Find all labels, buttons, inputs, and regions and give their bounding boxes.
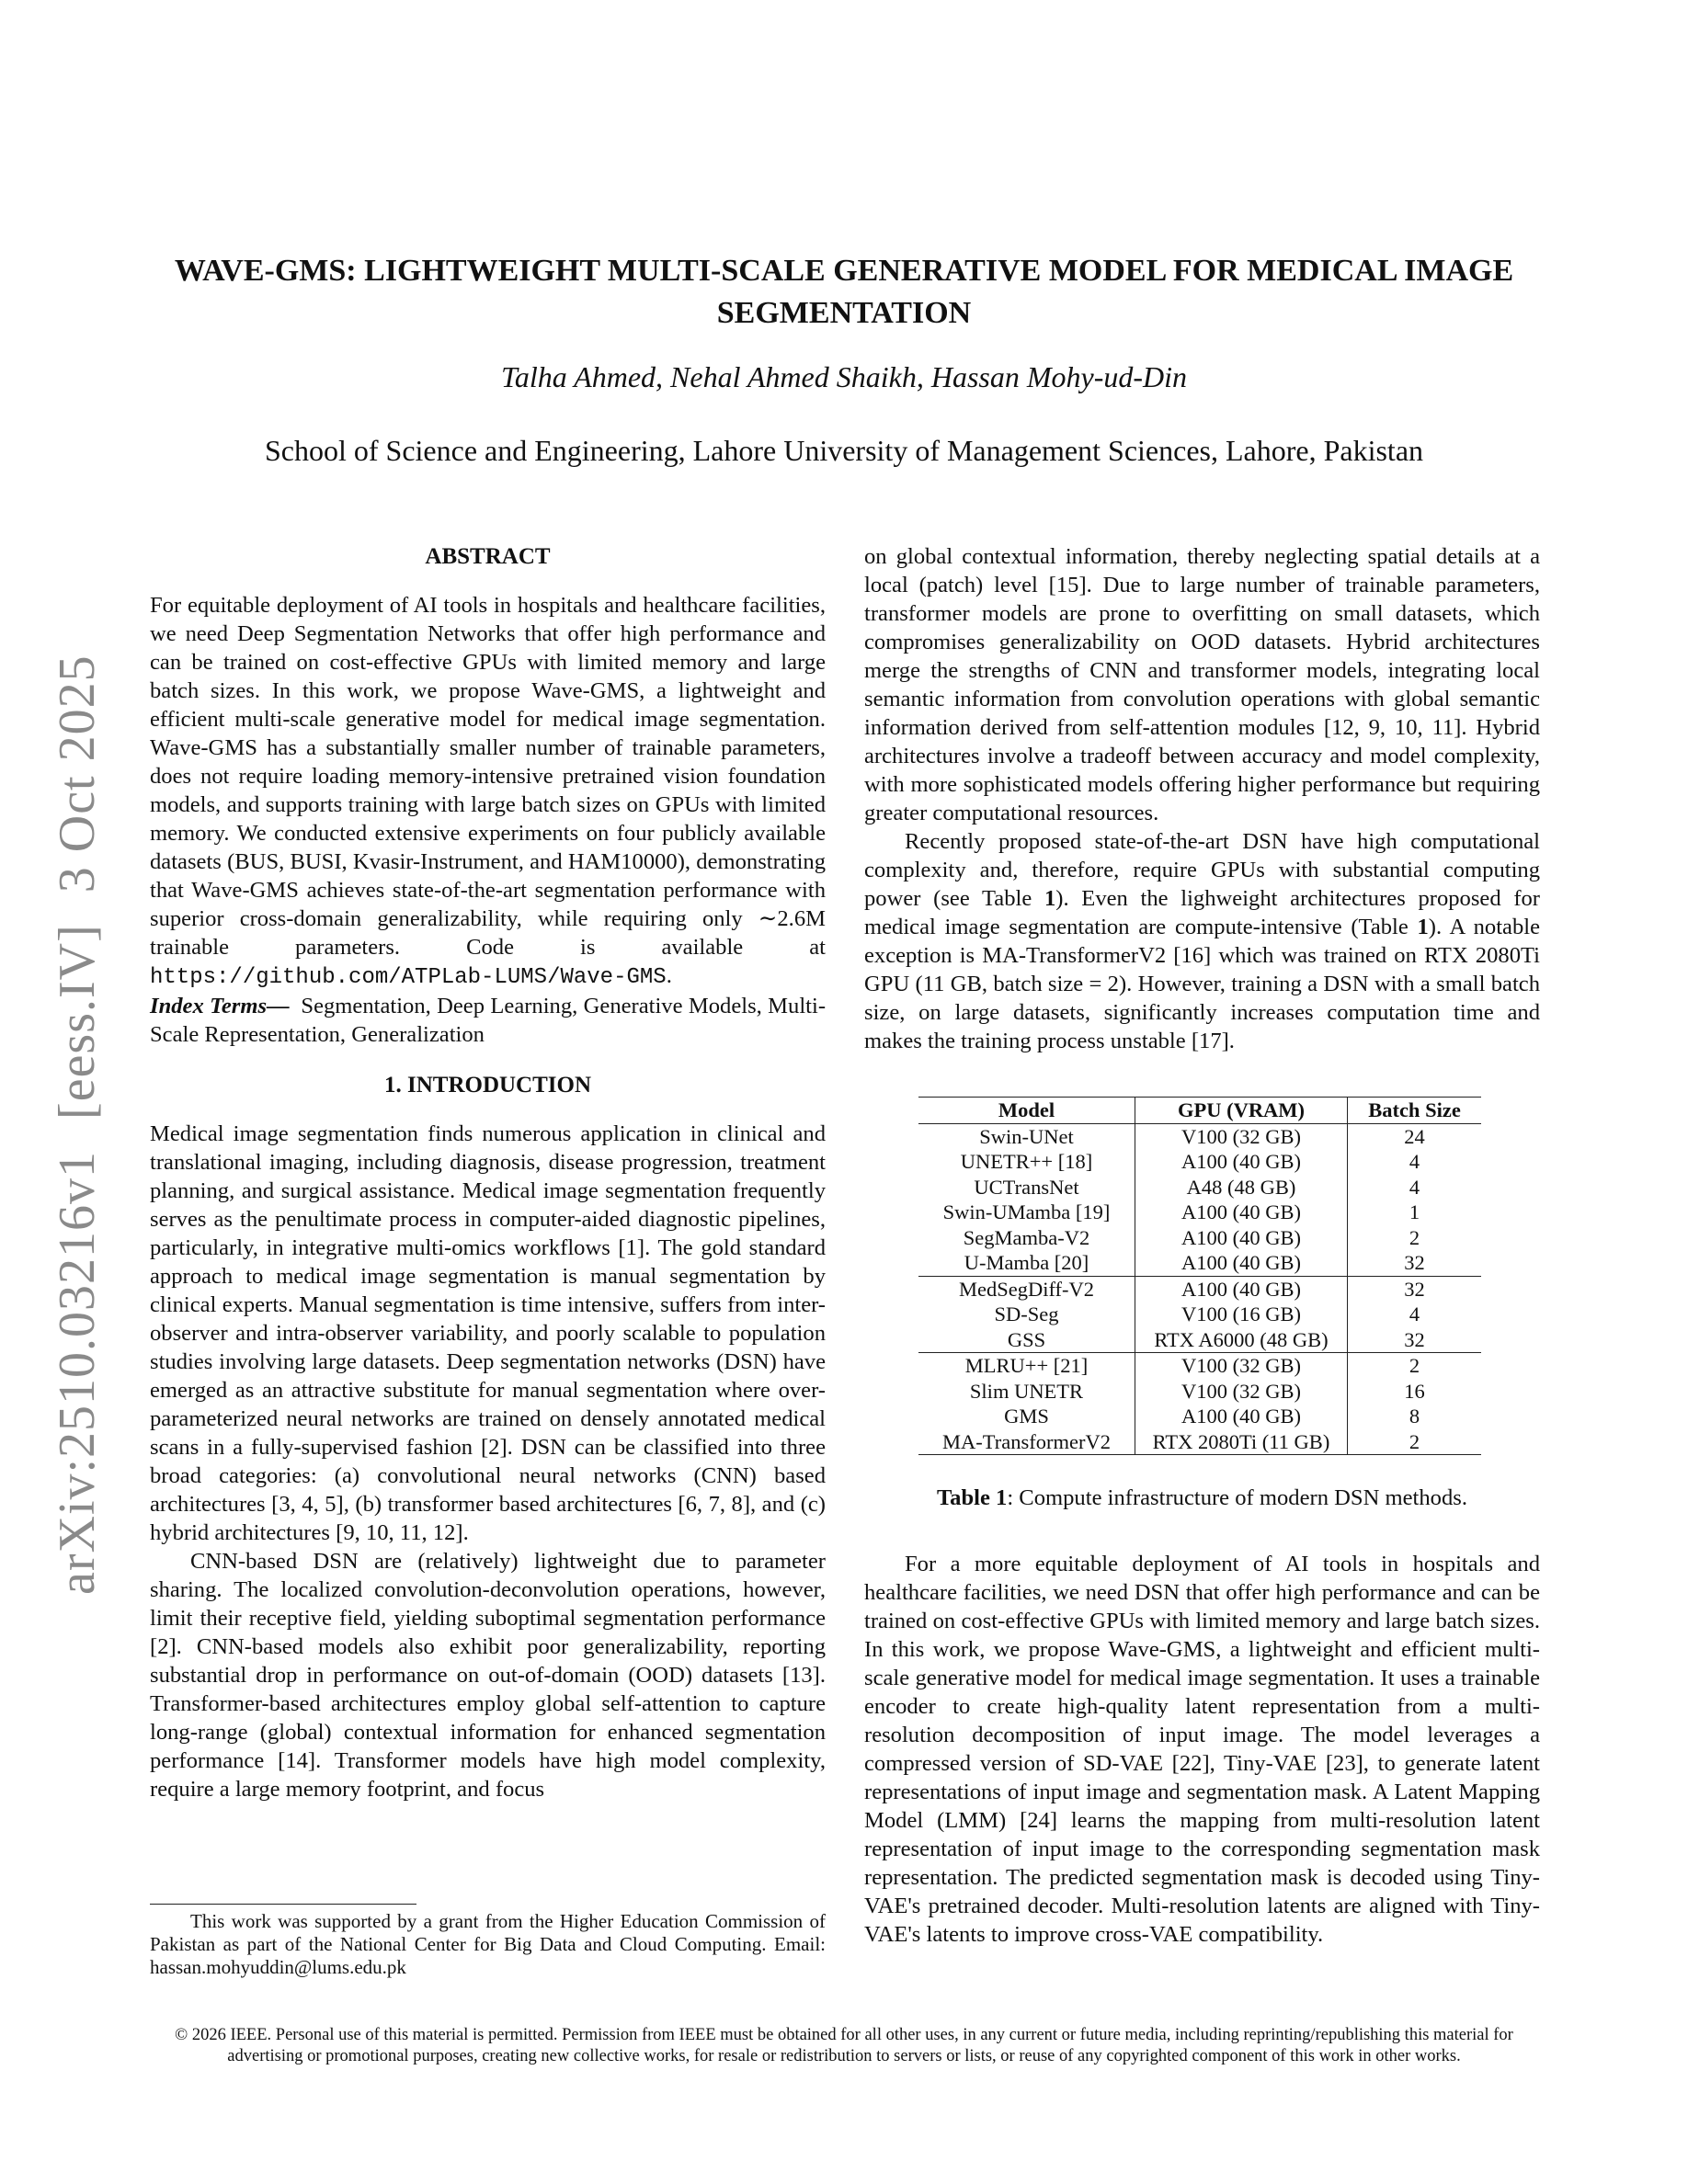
cell-model: SD-Seg bbox=[918, 1302, 1135, 1327]
cell-model: SegMamba-V2 bbox=[918, 1225, 1135, 1251]
arxiv-date: 3 Oct 2025 bbox=[49, 654, 106, 893]
table-row bbox=[918, 1276, 1481, 1302]
left-column bbox=[150, 542, 826, 1803]
cell-gpu: V100 (32 GB) bbox=[1135, 1379, 1348, 1405]
cell-model: UCTransNet bbox=[918, 1175, 1135, 1200]
cell-gpu: A100 (40 GB) bbox=[1135, 1225, 1348, 1251]
dsn-compute-table bbox=[918, 1097, 1481, 1455]
cell-gpu: A100 (40 GB) bbox=[1135, 1149, 1348, 1175]
table-caption bbox=[864, 1485, 1540, 1511]
p3-part-a: Recently proposed state-of-the-art DSN have high computational complexity and, therefore, require GPUs with substantial computing power (see Table bbox=[864, 829, 1540, 911]
cell-model: MedSegDiff-V2 bbox=[918, 1276, 1135, 1302]
table-row bbox=[918, 1225, 1481, 1251]
col-header-gpu: GPU (VRAM) bbox=[1135, 1098, 1348, 1124]
footnote: This work was supported by a grant from the Higher Education Commission of Pakistan as part of the National Center for Big Data and Cloud Computing. Email: hassan.mohyuddin@lums.edu.pk bbox=[150, 1910, 826, 1978]
table-row bbox=[918, 1149, 1481, 1175]
table-row bbox=[918, 1175, 1481, 1200]
cell-gpu: A100 (40 GB) bbox=[1135, 1200, 1348, 1225]
introduction-heading: 1. INTRODUCTION bbox=[383, 1073, 592, 1098]
cell-model: MLRU++ [21] bbox=[918, 1353, 1135, 1379]
cell-gpu: A48 (48 GB) bbox=[1135, 1175, 1348, 1200]
intro-paragraph-2: CNN-based DSN are (relatively) lightweight due to parameter sharing. The localized convolution-deconvolution operations, however, limit their receptive field, yielding suboptimal segmentation performance [2]. CNN-based models also exhibit poor generalizability, reporting substantial drop in performance on out-of-domain (OOD) datasets [13]. Transformer-based architectures employ global self-attention to capture long-range (global) contextual information for enhanced segmentation performance [14]. Transformer models have high model complexity, require a large memory footprint, and focus bbox=[150, 1549, 826, 1802]
cell-batch-size: 2 bbox=[1409, 1225, 1420, 1249]
table-row bbox=[918, 1404, 1481, 1429]
abstract-end: . bbox=[666, 963, 672, 988]
table-row bbox=[918, 1379, 1481, 1405]
cell-gpu: A100 (40 GB) bbox=[1135, 1404, 1348, 1429]
intro-paragraph-3 bbox=[864, 827, 1540, 1055]
cell-batch-size: 32 bbox=[1348, 1250, 1482, 1276]
abstract-body bbox=[150, 591, 826, 992]
p3-part-b: ). Even the lighweight architectures proposed for medical image segmentation are compute-intensive (Table bbox=[864, 886, 1540, 939]
cell-model: MA-TransformerV2 bbox=[918, 1429, 1135, 1455]
copyright-notice: © 2026 IEEE. Personal use of this material is permitted. Permission from IEEE must be obtained for all other uses, in any current or future media, including reprinting/republishing this material for advertising or promotional purposes, creating new collective works, for resale or redistribution to servers or lists, or reuse of any copyrighted component of this work in other works. bbox=[175, 2026, 1513, 2065]
right-column-lower bbox=[864, 1550, 1540, 1949]
table-body bbox=[918, 1123, 1481, 1455]
index-terms-text: Segmentation, Deep Learning, Generative Models, Multi-Scale Representation, Generalization bbox=[150, 994, 827, 1047]
intro-paragraph-1: Medical image segmentation finds numerous application in clinical and translational imaging, including diagnosis, disease progression, treatment planning, and surgical assistance. Medical image segmentation frequently serves as the penultimate process in computer-aided diagnostic pipelines, particularly, in integrative multi-omics workflows [1]. The gold standard approach to medical image segmentation is manual segmentation by clinical experts. Manual segmentation is time intensive, suffers from inter-observer and intra-observer variability, and poorly scalable to population studies involving large datasets. Deep segmentation networks (DSN) have emerged as an attractive substitute for manual segmentation where over-parameterized neural networks are trained on densely annotated medical scans in a fully-supervised fashion [2]. DSN can be classified into three broad categories: (a) convolutional neural networks (CNN) based architectures [3, 4, 5], (b) transformer based architectures [6, 7, 8], and (c) hybrid architectures [9, 10, 11, 12]. bbox=[150, 1121, 826, 1545]
cell-batch-size: 24 bbox=[1404, 1124, 1425, 1148]
table-row bbox=[918, 1200, 1481, 1225]
cell-batch-size: 2 bbox=[1348, 1429, 1482, 1455]
table-row bbox=[918, 1250, 1481, 1276]
index-terms bbox=[150, 992, 826, 1049]
arxiv-id: arXiv:2510.03216v1 bbox=[49, 1150, 106, 1595]
cell-model: Swin-UNet bbox=[918, 1123, 1135, 1149]
cell-batch-size: 4 bbox=[1409, 1302, 1420, 1325]
table-ref-2[interactable]: 1 bbox=[1417, 915, 1429, 939]
arxiv-category: [eess.IV] bbox=[49, 924, 106, 1120]
dsn-table-wrapper bbox=[918, 1097, 1481, 1455]
cell-batch-size: 32 bbox=[1404, 1277, 1425, 1301]
cell-model: UNETR++ [18] bbox=[918, 1149, 1135, 1175]
index-terms-label: Index Terms— bbox=[150, 994, 290, 1018]
code-link[interactable]: https://github.com/ATPLab-LUMS/Wave-GMS bbox=[150, 965, 667, 990]
arxiv-side-stamp bbox=[48, 602, 106, 1595]
table-row bbox=[918, 1302, 1481, 1327]
cell-gpu: V100 (32 GB) bbox=[1135, 1123, 1348, 1149]
p3-part-c: ). A notable exception is MA-TransformerV2 [16] which was trained on RTX 2080Ti GPU (11 GB, batch size = 2). However, training a DSN with a small batch size, on large datasets, significantly increases computation time and makes the training process unstable [17]. bbox=[864, 915, 1540, 1053]
table-row bbox=[918, 1327, 1481, 1353]
intro-paragraph-2-continued: on global contextual information, thereby neglecting spatial details at a local (patch) level [15]. Due to large number of trainable parameters, transformer models are prone to overfitting on small datasets, which compromises generalizability on OOD datasets. Hybrid architectures merge the strengths of CNN and transformer models, integrating local semantic information from convolution operations with global semantic information derived from self-attention modules [12, 9, 10, 11]. Hybrid architectures involve a tradeoff between accuracy and model complexity, with more sophisticated models offering higher performance but requiring greater computational resources. bbox=[864, 544, 1540, 825]
cell-gpu: V100 (32 GB) bbox=[1135, 1353, 1348, 1379]
col-header-batch: Batch Size bbox=[1348, 1098, 1482, 1124]
cell-batch-size: 8 bbox=[1409, 1405, 1420, 1428]
col-header-model: Model bbox=[918, 1098, 1135, 1124]
cell-gpu: RTX A6000 (48 GB) bbox=[1135, 1327, 1348, 1353]
abstract-heading: ABSTRACT bbox=[425, 544, 551, 569]
paper-title: WAVE-GMS: LIGHTWEIGHT MULTI-SCALE GENERATIVE MODEL FOR MEDICAL IMAGE SEGMENTATION bbox=[174, 254, 1514, 330]
cell-model: Swin-UMamba [19] bbox=[918, 1200, 1135, 1225]
cell-batch-size: 4 bbox=[1409, 1150, 1420, 1173]
table-row bbox=[918, 1123, 1481, 1149]
cell-gpu: A100 (40 GB) bbox=[1135, 1250, 1348, 1276]
cell-batch-size: 16 bbox=[1404, 1379, 1425, 1403]
cell-batch-size: 4 bbox=[1409, 1175, 1420, 1199]
cell-model: U-Mamba [20] bbox=[918, 1250, 1135, 1276]
cell-batch-size: 32 bbox=[1348, 1327, 1482, 1353]
intro-paragraph-4: For a more equitable deployment of AI tools in hospitals and healthcare facilities, we need DSN that offer high performance and can be trained on cost-effective GPUs with limited memory and large batch sizes. In this work, we propose Wave-GMS, a lightweight and efficient multi-scale generative model for medical image segmentation. It uses a trainable encoder to create high-quality latent representation from a multi-resolution decomposition of input image. The model leverages a compressed version of SD-VAE [22], Tiny-VAE [23], to generate latent representations of input image and segmentation mask. A Latent Mapping Model (LMM) [24] learns the mapping from multi-resolution latent representation of input image to the corresponding segmentation mask representation. The predicted segmentation mask is decoded using Tiny-VAE's pretrained decoder. Multi-resolution latents are aligned with Tiny-VAE's latents to improve cross-VAE compatibility. bbox=[864, 1552, 1540, 1947]
cell-gpu: V100 (16 GB) bbox=[1135, 1302, 1348, 1327]
table-row bbox=[918, 1429, 1481, 1455]
paper-authors: Talha Ahmed, Nehal Ahmed Shaikh, Hassan Mohy-ud-Din bbox=[500, 360, 1188, 393]
table-header-row bbox=[918, 1098, 1481, 1124]
table-caption-label: Table 1 bbox=[937, 1485, 1008, 1510]
footnote-rule bbox=[150, 1904, 416, 1905]
cell-model: GMS bbox=[918, 1404, 1135, 1429]
cell-gpu: RTX 2080Ti (11 GB) bbox=[1135, 1429, 1348, 1455]
cell-model: Slim UNETR bbox=[918, 1379, 1135, 1405]
cell-gpu: A100 (40 GB) bbox=[1135, 1276, 1348, 1302]
table-ref-1[interactable]: 1 bbox=[1044, 886, 1056, 911]
cell-batch-size: 2 bbox=[1409, 1354, 1420, 1377]
right-column bbox=[864, 542, 1540, 1055]
cell-batch-size: 1 bbox=[1409, 1200, 1420, 1223]
table-caption-text: : Compute infrastructure of modern DSN methods. bbox=[1007, 1485, 1467, 1510]
table-row bbox=[918, 1353, 1481, 1379]
cell-model: GSS bbox=[918, 1327, 1135, 1353]
abstract-text: For equitable deployment of AI tools in hospitals and healthcare facilities, we need Deep Segmentation Networks that offer high performance and can be trained on cost-effective GPUs with limited memory and large batch sizes. In this work, we propose Wave-GMS, a lightweight and efficient multi-scale generative model for medical image segmentation. Wave-GMS has a substantially smaller number of trainable parameters, does not require loading memory-intensive pretrained vision foundation models, and supports training with large batch sizes on GPUs with limited memory. We conducted extensive experiments on four publicly available datasets (BUS, BUSI, Kvasir-Instrument, and HAM10000), demonstrating that Wave-GMS achieves state-of-the-art segmentation performance with superior cross-domain generalizability, while requiring only ∼2.6M trainable parameters. Code is available at bbox=[150, 593, 826, 960]
paper-affiliation: School of Science and Engineering, Lahore University of Management Sciences, Lahore, Pakistan bbox=[264, 434, 1424, 467]
